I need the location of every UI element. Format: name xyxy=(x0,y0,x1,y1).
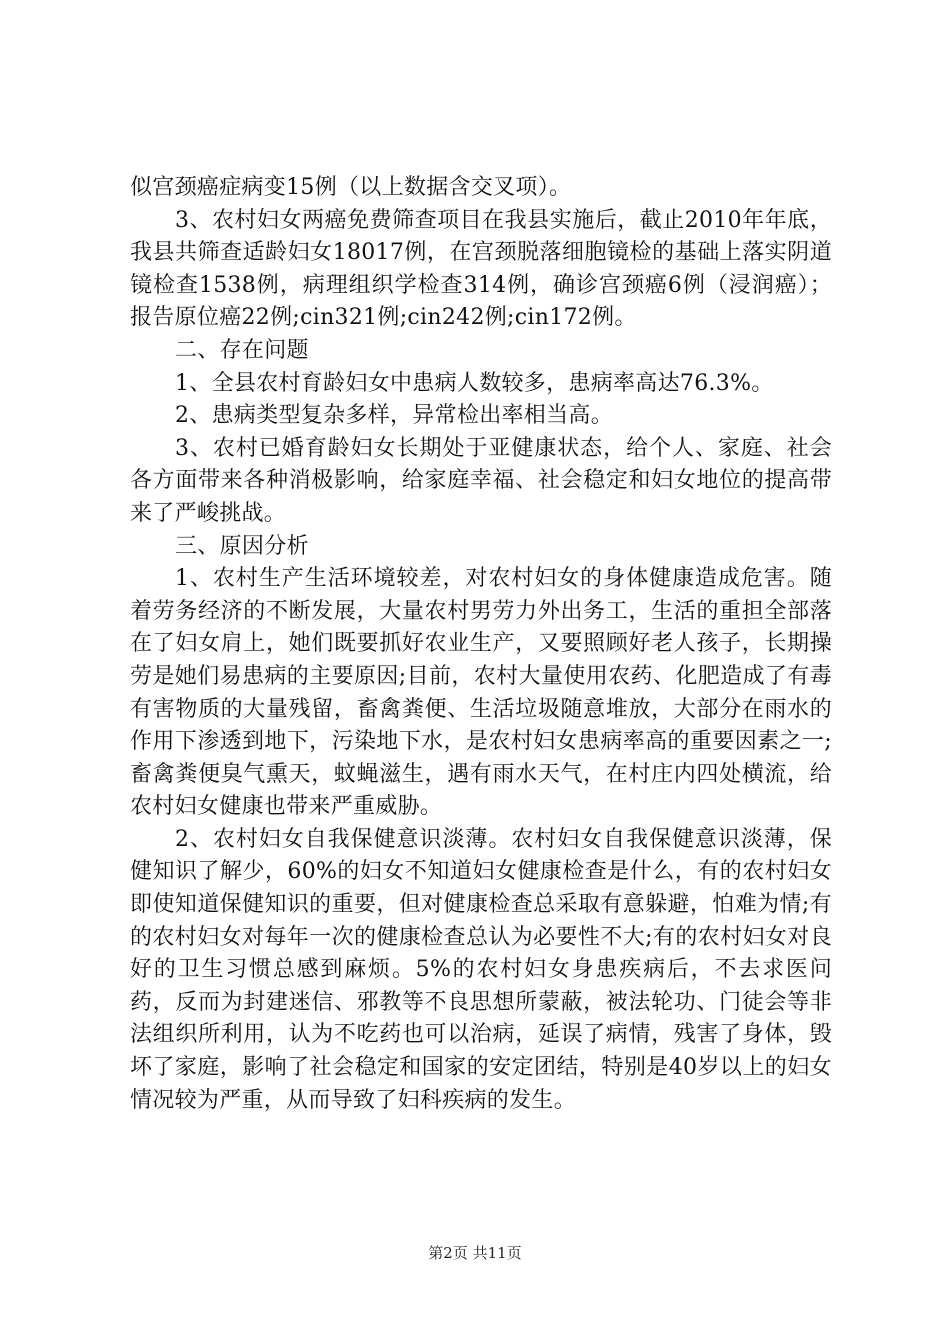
page-footer: 第2页 共11页 xyxy=(428,1244,522,1262)
paragraph-problem-1: 1、全县农村育龄妇女中患病人数较多，患病率高达76.3%。 xyxy=(175,370,774,396)
paragraph-cause-2: 2、农村妇女自我保健意识淡薄。农村妇女自我保健意识淡薄，保健知识了解少，60%的妇女不知道妇女健康检查是什么，有的农村妇女即使知道保健知识的重要，但对健康检查总采取有意躲避，怕难为情;有的农村妇女对每年一次的健康检查总认为必要性不大;有的农村妇女对良好的卫生习惯总感到麻烦。5%的农村妇女身患疾病后，不去求医问药，反而为封建迷信、邪教等不良思想所蒙蔽，被法轮功、门徒会等非法组织所利用，认为不吃药也可以治病，延误了病情，残害了身体，毁坏了家庭，影响了社会稳定和国家的安定团结，特别是40岁以上的妇女情况较为严重，从而导致了妇科疾病的发生。 xyxy=(130,826,832,1113)
section-heading-problems: 二、存在问题 xyxy=(175,337,309,363)
document-body xyxy=(130,172,832,1117)
section-heading-causes: 三、原因分析 xyxy=(175,533,309,559)
paragraph-problem-3: 3、农村已婚育龄妇女长期处于亚健康状态，给个人、家庭、社会各方面带来各种消极影响，给家庭幸福、社会稳定和妇女地位的提高带来了严峻挑战。 xyxy=(130,435,832,526)
paragraph-cause-1: 1、农村生产生活环境较差，对农村妇女的身体健康造成危害。随着劳务经济的不断发展，大量农村男劳力外出务工，生活的重担全部落在了妇女肩上，她们既要抓好农业生产，又要照顾好老人孩子，长期操劳是她们易患病的主要原因;目前，农村大量使用农药、化肥造成了有毒有害物质的大量残留，畜禽粪便、生活垃圾随意堆放，大部分在雨水的作用下渗透到地下，污染地下水，是农村妇女患病率高的重要因素之一;畜禽粪便臭气熏天，蚊蝇滋生，遇有雨水天气，在村庄内四处横流，给农村妇女健康也带来严重威胁。 xyxy=(130,566,832,820)
paragraph-problem-2: 2、患病类型复杂多样，异常检出率相当高。 xyxy=(175,403,613,429)
paragraph-continuation: 似宫颈癌症病变15例（以上数据含交叉项）。 xyxy=(130,175,572,200)
paragraph-screening-results: 3、农村妇女两癌免费筛查项目在我县实施后，截止2010年年底，我县共筛查适龄妇女18017例，在宫颈脱落细胞镜检的基础上落实阴道镜检查1538例，病理组织学检查314例，确诊宫颈癌6例（浸润癌）；报告原位癌22例;cin321例;cin242例;cin172例。 xyxy=(130,207,832,331)
